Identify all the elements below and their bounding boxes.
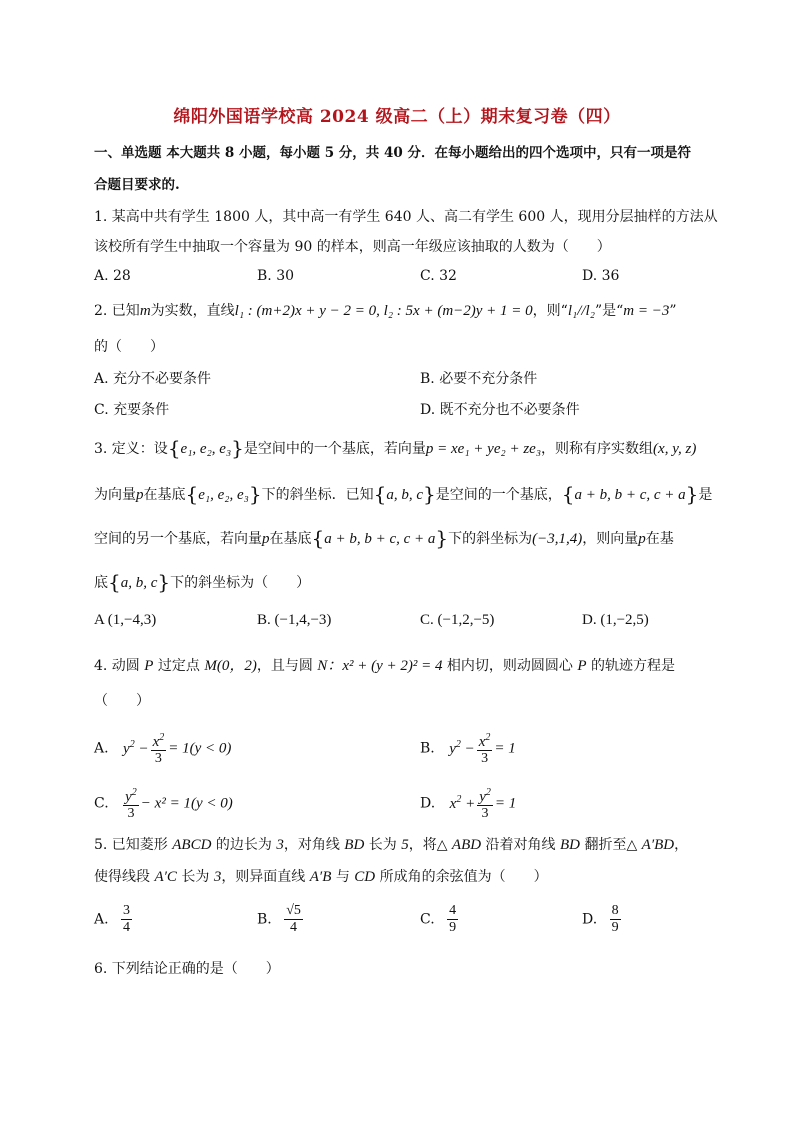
q3-brace-close-5: } <box>435 526 449 550</box>
q3-basis-sums-2: a + b, b + c, c + a <box>324 531 436 547</box>
q3-brace-close-4: } <box>685 482 699 506</box>
q5-text-8: ， <box>674 837 689 853</box>
q2-lines-equation: l₁ : (m+2)x + y − 2 = 0, l₂ : 5x + (m−2)y + 1 = 0 <box>234 303 533 319</box>
q4-option-b <box>420 730 516 767</box>
q4-option-b-y2: $y^2$ − <box>449 738 475 757</box>
q4-option-c-label: C. <box>94 795 109 812</box>
q2-var-m: m <box>139 303 151 319</box>
q3-basis-sums: a + b, b + c, c + a <box>574 487 686 503</box>
q5-option-d <box>582 903 623 936</box>
q4-option-b-tail: = 1 <box>494 740 516 757</box>
q4-option-a <box>94 730 231 767</box>
section-heading-line-1: 一、单选题 本大题共 8 小题，每小题 5 分，共 40 分．在每小题给出的四个选项中，只有一项是符 <box>94 145 691 161</box>
q2-option-c: C. 充要条件 <box>94 402 170 418</box>
q3-text-13: 在基 <box>645 531 674 547</box>
q4-option-c-frac: $\frac{y^2}{3}$ <box>125 787 137 821</box>
q1-stem-line-1: 1. 某高中共有学生 1800 人，其中高一有学生 640 人、高二有学生 600 人，现用分层抽样的方法从 <box>94 209 718 225</box>
q5-diagonal: BD <box>344 837 365 853</box>
q4-var-p: P <box>144 658 154 674</box>
q3-brace-open-6: { <box>108 570 121 594</box>
q3-text-4: 为向量 <box>94 487 136 503</box>
q3-text-2: 是空间中的一个基底，若向量 <box>243 441 426 457</box>
q4-option-b-label: B. <box>420 740 435 757</box>
q3-basis: e₁, e₂, e₃ <box>180 441 232 457</box>
q3-brace-close-6: } <box>157 570 171 594</box>
q5-option-d-label: D. <box>582 911 598 928</box>
q4-option-c-tail: − x² = 1(y < 0) <box>140 795 233 812</box>
q5-option-d-den: 9 <box>611 920 619 935</box>
q4-option-d-frac: $\frac{y^2}{3}$ <box>479 787 491 821</box>
q5-option-b-num: √5 <box>286 903 301 918</box>
q2-option-b: B. 必要不充分条件 <box>420 371 538 387</box>
q5-rhombus: ABCD <box>172 837 212 853</box>
q4-text-4: 相内切，则动圆圆心 <box>442 658 578 674</box>
q5-option-b <box>257 903 305 936</box>
q3-vector-p: p <box>136 487 144 503</box>
q2-stem-line-1 <box>94 300 677 320</box>
q3-line-4 <box>94 570 310 594</box>
q1-stem-line-2: 该校所有学生中抽取一个容量为 90 的样本，则高一年级应该抽取的人数为（ ） <box>94 239 611 255</box>
q4-circle-n: N： <box>317 658 343 674</box>
q1-option-a: A. 28 <box>94 268 131 284</box>
q5-option-d-frac <box>610 903 621 936</box>
q3-text-15: 下的斜坐标为（ ） <box>170 575 311 591</box>
q1-option-c: C. 32 <box>420 268 457 284</box>
q4-line-2: （ ） <box>94 693 150 709</box>
q1-option-b: B. 30 <box>257 268 295 284</box>
q3-option-d: D. (1,−2,5) <box>582 612 649 628</box>
q3-text-8: 是 <box>698 487 713 503</box>
q2-stem-line-2: 的（ ） <box>94 339 164 355</box>
q4-text-2: 过定点 <box>153 658 205 674</box>
q5-segment-length: 3 <box>213 869 222 885</box>
q5-text-3: ，对角线 <box>283 837 345 853</box>
q2-condition-parallel: l₁//l₂ <box>567 303 595 319</box>
q4-text-3: ，且与圆 <box>256 658 318 674</box>
q2-then: ，则“ <box>532 303 568 319</box>
q5-option-a-frac <box>121 903 132 936</box>
q4-option-a-y2: $y^2$ − <box>123 738 149 757</box>
q3-ordered-triple: (x, y, z) <box>653 441 697 457</box>
q5-option-d-num: 8 <box>611 903 619 918</box>
q3-vector-p-2: p <box>262 531 270 547</box>
q3-brace-open-2: { <box>185 482 199 506</box>
q3-brace-close-2: } <box>248 482 262 506</box>
q6-stem-line-1: 6. 下列结论正确的是（ ） <box>94 961 280 977</box>
q5-text-12: 与 <box>331 869 355 885</box>
q4-option-d-label: D. <box>420 795 436 812</box>
q3-line-1 <box>94 436 696 460</box>
q2-end: ” <box>669 303 677 319</box>
page-title: 绵阳外国语学校高 2024 级高二（上）期末复习卷（四） <box>173 107 621 127</box>
q3-option-c: C. (−1,2,−5) <box>420 612 495 628</box>
q5-option-c-num: 4 <box>449 903 457 918</box>
q5-triangle-abd: ABD <box>451 837 482 853</box>
q3-text-7: 是空间的一个基底， <box>435 487 562 503</box>
q4-var-p-2: P <box>577 658 587 674</box>
q3-option-b: B. (−1,4,−3) <box>257 612 332 628</box>
q5-option-c <box>420 903 460 936</box>
q5-line-2 <box>94 866 548 886</box>
q3-text-6: 下的斜坐标．已知 <box>261 487 374 503</box>
q5-side-length: 3 <box>276 837 284 853</box>
q5-diagonal-length: 5 <box>401 837 409 853</box>
q3-option-a: A (1,−4,3) <box>94 612 157 628</box>
q4-option-a-frac: $\frac{x^2}{3}$ <box>152 732 165 766</box>
q3-text-14: 底 <box>94 575 108 591</box>
q5-line-a1b: A′B <box>309 869 332 885</box>
q4-text-1: 4. 动圆 <box>94 658 145 674</box>
q4-option-d <box>420 785 516 822</box>
q4-point-m: M(0，2) <box>204 658 257 674</box>
q4-circle-eq: x² + (y + 2)² = 4 <box>342 658 443 674</box>
q1-option-d: D. 36 <box>582 268 620 284</box>
q4-text-5: 的轨迹方程是 <box>586 658 676 674</box>
q5-text-11: ，则异面直线 <box>221 869 310 885</box>
q5-option-a-num: 3 <box>123 903 131 918</box>
q5-option-b-label: B. <box>257 911 272 928</box>
q5-option-c-frac <box>447 903 458 936</box>
q3-line-3 <box>94 526 674 550</box>
q5-option-b-den: 4 <box>290 920 298 935</box>
q5-option-a-den: 4 <box>123 920 131 935</box>
q5-text-2: 的边长为 <box>211 837 277 853</box>
section-heading-line-2: 合题目要求的. <box>94 177 180 193</box>
q2-mid: 为实数，直线 <box>150 303 235 319</box>
q5-text-5: ，将△ <box>408 837 452 853</box>
q5-option-a-label: A. <box>94 911 109 928</box>
q3-brace-close: } <box>231 436 244 460</box>
q5-option-c-den: 9 <box>449 920 457 935</box>
q4-option-b-frac: $\frac{x^2}{3}$ <box>478 732 491 766</box>
q5-text-13: 所成角的余弦值为（ ） <box>375 869 548 885</box>
q3-brace-open-5: { <box>311 526 325 550</box>
q4-option-a-tail: = 1(y < 0) <box>168 740 232 757</box>
q5-text-1: 5. 已知菱形 <box>94 837 173 853</box>
q2-prefix: 2. 已知 <box>94 303 140 319</box>
q3-vector-p-3: p <box>638 531 646 547</box>
q3-vector-eq: p = xe₁ + ye₂ + ze₃ <box>425 441 542 457</box>
q2-is: ”是“ <box>594 303 624 319</box>
q5-text-9: 使得线段 <box>94 869 155 885</box>
q3-text-10: 在基底 <box>269 531 312 547</box>
q3-line-2 <box>94 482 712 506</box>
q3-coordinates: (−3,1,4) <box>532 531 583 547</box>
q5-option-a <box>94 903 134 936</box>
q2-condition-m: m = −3 <box>623 303 670 319</box>
q3-basis-abc: a, b, c <box>386 487 423 503</box>
q3-brace-open-4: { <box>561 482 575 506</box>
q3-brace-open-3: { <box>373 482 387 506</box>
q3-brace-close-3: } <box>423 482 436 506</box>
q3-brace-open: { <box>167 436 181 460</box>
q2-option-a: A. 充分不必要条件 <box>94 371 212 387</box>
q5-text-10: 长为 <box>176 869 214 885</box>
q5-line-cd: CD <box>354 869 376 885</box>
q3-text-11: 下的斜坐标为 <box>448 531 533 547</box>
q5-triangle-a1bd: A′BD <box>641 837 675 853</box>
q3-text-12: ，则向量 <box>582 531 639 547</box>
q3-text-1: 3. 定义：设 <box>94 441 168 457</box>
q5-diagonal-2: BD <box>560 837 580 853</box>
q5-text-7: 翻折至△ <box>580 837 642 853</box>
q5-option-b-frac <box>284 903 303 936</box>
q5-line-1 <box>94 834 688 854</box>
q3-text-9: 空间的另一个基底，若向量 <box>94 531 262 547</box>
q5-option-c-label: C. <box>420 911 435 928</box>
q3-text-3: ，则称有序实数组 <box>541 441 654 457</box>
q3-text-5: 在基底 <box>143 487 186 503</box>
q4-option-d-x2: $x^2$ + <box>449 793 476 812</box>
q5-text-6: 沿着对角线 <box>481 837 560 853</box>
q5-text-4: 长为 <box>364 837 402 853</box>
q4-option-a-label: A. <box>94 740 109 757</box>
q2-option-d: D. 既不充分也不必要条件 <box>420 402 580 418</box>
q3-basis-2: e₁, e₂, e₃ <box>198 487 249 503</box>
q4-option-d-tail: = 1 <box>494 795 517 812</box>
q4-line-1 <box>94 654 675 675</box>
q4-option-c <box>94 785 233 822</box>
q3-basis-abc-2: a, b, c <box>120 575 158 591</box>
q5-segment-a1c: A′C <box>154 869 177 885</box>
